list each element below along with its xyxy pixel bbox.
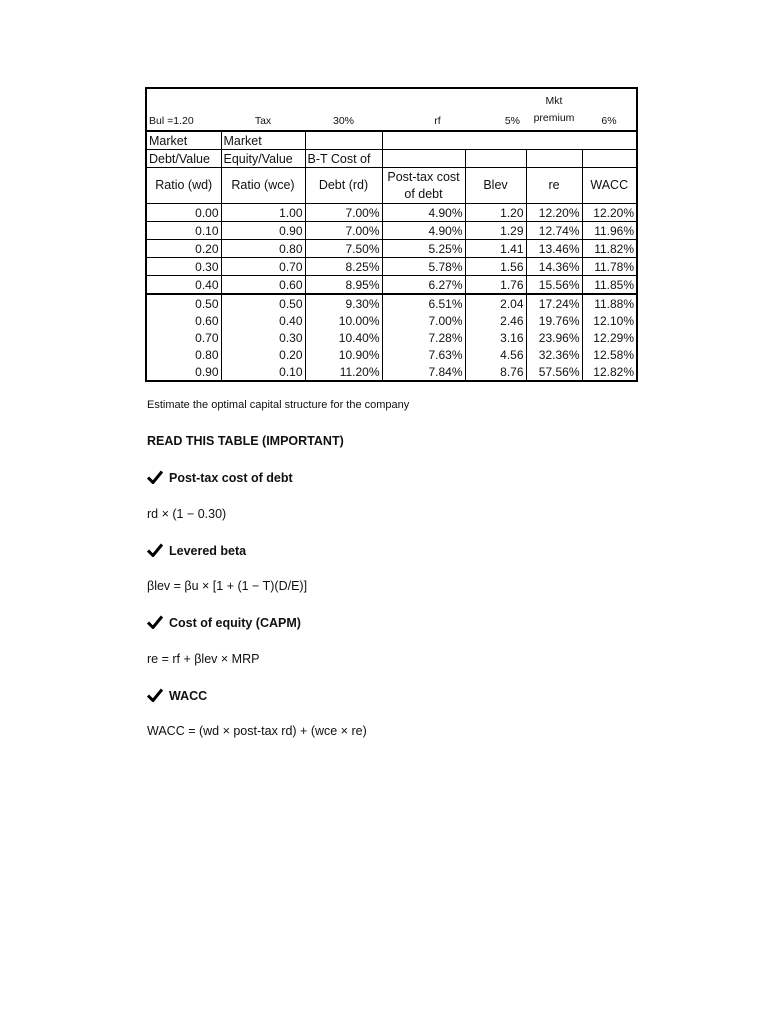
cell-post-tax-rd: 6.27%: [382, 276, 465, 295]
col-header-wacc: WACC: [582, 168, 637, 204]
cell-rd: 8.95%: [305, 276, 382, 295]
header-cell: [582, 150, 637, 168]
header-cell: [382, 131, 637, 150]
table-row: [146, 240, 637, 258]
table-row: [146, 294, 637, 312]
section-levered-beta: [147, 543, 246, 558]
col-header-post-tax: [382, 168, 465, 204]
cell-rd: 7.00%: [305, 222, 382, 240]
rf-label: rf: [434, 115, 441, 127]
beta-unlevered-label: Bul =1.20: [149, 115, 194, 127]
cell-wce: 0.40: [221, 312, 305, 329]
col-header-post-tax-line1: Post-tax cost: [387, 169, 460, 184]
cell-wce: 0.50: [221, 294, 305, 312]
cell-wd: 0.30: [146, 258, 221, 276]
table-row: [146, 222, 637, 240]
cell-post-tax-rd: 4.90%: [382, 222, 465, 240]
cell-wacc: 12.10%: [582, 312, 637, 329]
cell-wacc: 12.82%: [582, 363, 637, 381]
cell-re: 23.96%: [526, 329, 582, 346]
section-title: Post-tax cost of debt: [169, 471, 293, 485]
cell-rd: 11.20%: [305, 363, 382, 381]
header-row-3: [146, 168, 637, 204]
cell-wacc: 11.85%: [582, 276, 637, 295]
important-heading: READ THIS TABLE (IMPORTANT): [147, 434, 344, 448]
formula-post-tax-debt: rd × (1 − 0.30): [147, 507, 227, 521]
cell-wd: 0.70: [195, 330, 219, 345]
cell-post-tax-rd: 5.78%: [382, 258, 465, 276]
cell-blev: 1.41: [465, 240, 526, 258]
table-row: [146, 329, 637, 346]
cell-wd: 0.90: [195, 364, 219, 379]
cell-blev: 8.76: [465, 363, 526, 381]
cell-wce: 0.80: [221, 240, 305, 258]
cell-rd: 7.50%: [305, 240, 382, 258]
cell-wce: 0.60: [221, 276, 305, 295]
checkmark-icon: [147, 688, 163, 702]
cell-post-tax-rd: 5.25%: [382, 240, 465, 258]
question-text: Estimate the optimal capital structure for the company: [147, 399, 410, 411]
cell-re: 14.36%: [526, 258, 582, 276]
cell-rd: 10.40%: [305, 329, 382, 346]
section-title: Cost of equity (CAPM): [169, 616, 301, 630]
checkmark-icon: [147, 470, 163, 484]
section-post-tax-debt: [147, 470, 293, 485]
formula-wacc: WACC = (wd × post-tax rd) + (wce × re): [147, 724, 367, 738]
section-title: WACC: [169, 689, 208, 703]
section-wacc: [147, 688, 207, 703]
mkt-label-line2: premium: [533, 112, 575, 124]
cell-wacc: 12.29%: [582, 329, 637, 346]
col-header-blev: Blev: [465, 168, 526, 204]
table-row: [146, 258, 637, 276]
header-cell: [526, 150, 582, 168]
checkmark-icon: [147, 615, 163, 629]
cell-wce: 0.90: [221, 222, 305, 240]
cell-wce: 0.10: [221, 363, 305, 381]
cell-re: 12.20%: [526, 204, 582, 222]
cell-post-tax-rd: 4.90%: [382, 204, 465, 222]
cell-wd: 0.60: [195, 313, 219, 328]
cell-blev: 4.56: [465, 346, 526, 363]
cell-wacc: 11.78%: [582, 258, 637, 276]
cell-rd: 7.00%: [305, 204, 382, 222]
header-cell: Debt/Value: [146, 150, 221, 168]
cell-blev: 1.20: [465, 204, 526, 222]
cell-rd: 8.25%: [305, 258, 382, 276]
cell-wce: 0.70: [221, 258, 305, 276]
header-cell: Market: [221, 131, 305, 150]
cell-wd: 0.10: [146, 222, 221, 240]
cell-blev: 1.76: [465, 276, 526, 295]
parameters-row: [146, 88, 637, 131]
col-header-re: re: [526, 168, 582, 204]
header-row-1: [146, 131, 637, 150]
header-row-2: [146, 150, 637, 168]
cell-re: 17.24%: [526, 294, 582, 312]
cell-wce: 0.30: [221, 329, 305, 346]
table-body: [146, 204, 637, 382]
formula-cost-of-equity: re = rf + βlev × MRP: [147, 652, 260, 666]
cell-wd: 0.40: [146, 276, 221, 295]
cell-post-tax-rd: 7.28%: [382, 329, 465, 346]
formula-levered-beta: βlev = βu × [1 + (1 − T)(D/E)]: [147, 579, 308, 593]
cell-wce: 0.20: [221, 346, 305, 363]
cell-re: 15.56%: [526, 276, 582, 295]
cell-rd: 9.30%: [305, 294, 382, 312]
cell-rd: 10.90%: [305, 346, 382, 363]
cell-post-tax-rd: 7.63%: [382, 346, 465, 363]
market-premium-label: [526, 88, 582, 131]
cell-wce: 1.00: [221, 204, 305, 222]
table-row: [146, 204, 637, 222]
header-cell: Equity/Value: [221, 150, 305, 168]
header-cell: [305, 131, 382, 150]
cell-blev: 2.46: [465, 312, 526, 329]
cell-wd: 0.00: [146, 204, 221, 222]
cell-re: 13.46%: [526, 240, 582, 258]
cell-wacc: 11.96%: [582, 222, 637, 240]
cell-post-tax-rd: 7.84%: [382, 363, 465, 381]
cell-wacc: 11.88%: [582, 294, 637, 312]
col-header-post-tax-line2: of debt: [404, 186, 443, 201]
cell-wacc: 12.20%: [582, 204, 637, 222]
cell-blev: 2.04: [465, 294, 526, 312]
header-cell: [465, 150, 526, 168]
cell-re: 19.76%: [526, 312, 582, 329]
cell-post-tax-rd: 7.00%: [382, 312, 465, 329]
cell-re: 57.56%: [526, 363, 582, 381]
header-cell: B-T Cost of: [305, 150, 382, 168]
cell-blev: 1.56: [465, 258, 526, 276]
section-cost-of-equity: [147, 615, 301, 630]
cell-blev: 3.16: [465, 329, 526, 346]
cell-wd: 0.50: [195, 296, 219, 311]
rf-value: 5%: [504, 115, 520, 127]
checkmark-icon: [147, 543, 163, 557]
section-title: Levered beta: [169, 544, 247, 558]
cell-wacc: 11.82%: [582, 240, 637, 258]
col-header-wce: Ratio (wce): [221, 168, 305, 204]
cell-wd: 0.80: [195, 347, 219, 362]
table-row: [146, 312, 637, 329]
header-cell: [382, 150, 465, 168]
cell-re: 12.74%: [526, 222, 582, 240]
table-row: [146, 276, 637, 295]
cell-post-tax-rd: 6.51%: [382, 294, 465, 312]
table-row: [146, 346, 637, 363]
header-cell: Market: [146, 131, 221, 150]
tax-label: Tax: [254, 115, 272, 127]
cell-blev: 1.29: [465, 222, 526, 240]
col-header-wd: Ratio (wd): [155, 178, 213, 192]
cell-wacc: 12.58%: [582, 346, 637, 363]
cell-wd: 0.20: [146, 240, 221, 258]
mkt-label-line1: Mkt: [545, 95, 563, 107]
cell-rd: 10.00%: [305, 312, 382, 329]
market-premium-value: 6%: [601, 115, 617, 127]
cell-re: 32.36%: [526, 346, 582, 363]
capital-structure-table: [145, 87, 638, 382]
col-header-rd: Debt (rd): [305, 168, 382, 204]
tax-value: 30%: [332, 115, 354, 127]
table-row: [146, 363, 637, 381]
